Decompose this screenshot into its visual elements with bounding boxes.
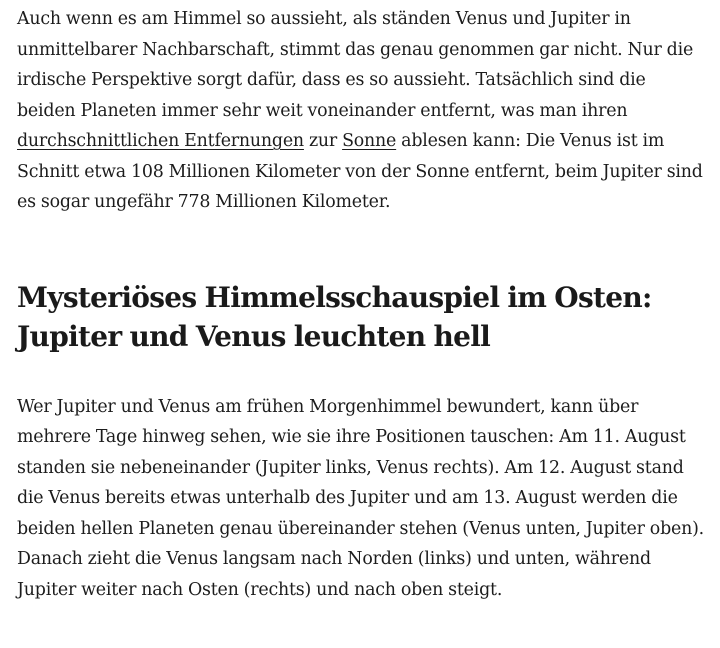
intro-paragraph [17, 4, 704, 218]
intro-text-part-2: zur [303, 131, 343, 151]
body-paragraph: Wer Jupiter und Venus am frühen Morgenhimmel bewundert, kann über mehrere Tage hinweg sehen, wie sie ihre Positionen tauschen: Am 11. August standen sie nebeneinander (Jupiter links, Venus rechts). Am 12. August stand die Venus bereits etwas unterhalb des Jupiter und am 13. August werden die beiden hellen Planeten genau übereinander stehen (Venus unten, Jupiter oben). Danach zieht die Venus langsam nach Norden (links) und unten, während Jupiter weiter nach Osten (rechts) und nach oben steigt. [17, 396, 705, 600]
link-average-distances[interactable]: durchschnittlichen Entfernungen [17, 131, 304, 151]
intro-text-part-1: Auch wenn es am Himmel so aussieht, als ständen Venus und Jupiter in unmittelbarer Nachbarschaft, stimmt das genau genommen gar nicht. Nur die irdische Perspektive sorgt dafür, dass es so aussieht. Tatsächlich sind die beiden Planeten immer sehr weit voneinander entfernt, was man ihren [17, 9, 694, 121]
intro-text-part-3: ablesen kann: Die Venus ist im Schnitt etwa 108 Millionen Kilometer von der Sonne entfernt, beim Jupiter sind es sogar ungefähr 778 Millionen Kilometer. [17, 131, 703, 212]
section-heading: Mysteriöses Himmelsschauspiel im Osten: Jupiter und Venus leuchten hell [17, 280, 652, 353]
link-sun[interactable]: Sonne [342, 131, 397, 151]
